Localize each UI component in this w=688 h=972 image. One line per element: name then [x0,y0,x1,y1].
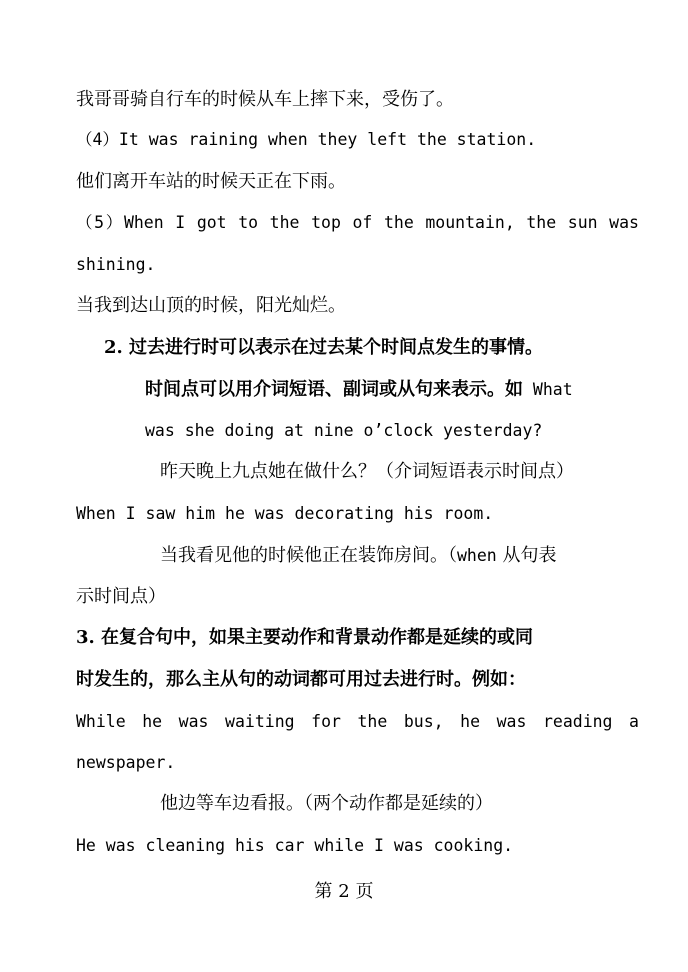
rule-2-example2-english: When I saw him he was decorating his room. [76,504,494,523]
rule-2-example-chinese: 昨天晚上九点她在做什么？（介词短语表示时间点） [160,461,574,482]
rule-2-example2-chinese-text: 当我看见他的时候他正在装饰房间。（ [160,545,457,566]
rule-3-example-english-part2: newspaper. [76,753,176,772]
rule-3-heading-cont: 时发生的，那么主从句的动词都可用过去进行时。例如： [76,669,526,690]
example-4-english: （4）It was raining when they left the station. [76,130,537,149]
rule-2-example-start: What [523,380,573,399]
text-line-injury-sentence-cn: 我哥哥骑自行车的时候从车上摔下来，受伤了。 [76,89,454,110]
rule-3-example2-english: He was cleaning his car while I was cooking. [76,836,514,855]
rule-2-example2-when: when [457,546,497,565]
rule-2-heading: 2. 过去进行时可以表示在过去某个时间点发生的事情。 [104,337,544,358]
page-number: 第 2 页 [314,881,374,902]
rule-3-heading: 3. 在复合句中，如果主要动作和背景动作都是延续的或同 [76,627,534,648]
rule-2-explanation [145,378,573,402]
rule-2-example2-chinese-cont: 示时间点） [76,586,166,607]
rule-2-example2-chinese-tail: 从句表 [496,545,557,566]
rule-3-example-chinese: 他边等车边看报。（两个动作都是延续的） [160,793,493,814]
rule-2-example2-chinese [160,544,556,568]
example-5-chinese: 当我到达山顶的时候，阳光灿烂。 [76,295,346,316]
example-5-english-part2: shining. [76,255,156,274]
example-5-english-part1: （5）When I got to the top of the mountain, the sun was [76,213,639,232]
rule-2-example-english: was she doing at nine o’clock yesterday? [145,421,543,440]
example-4-chinese: 他们离开车站的时候天正在下雨。 [76,171,346,192]
rule-3-example-english-part1: While he was waiting for the bus, he was reading a [76,712,639,731]
rule-2-explanation-text: 时间点可以用介词短语、副词或从句来表示。如 [145,379,523,400]
